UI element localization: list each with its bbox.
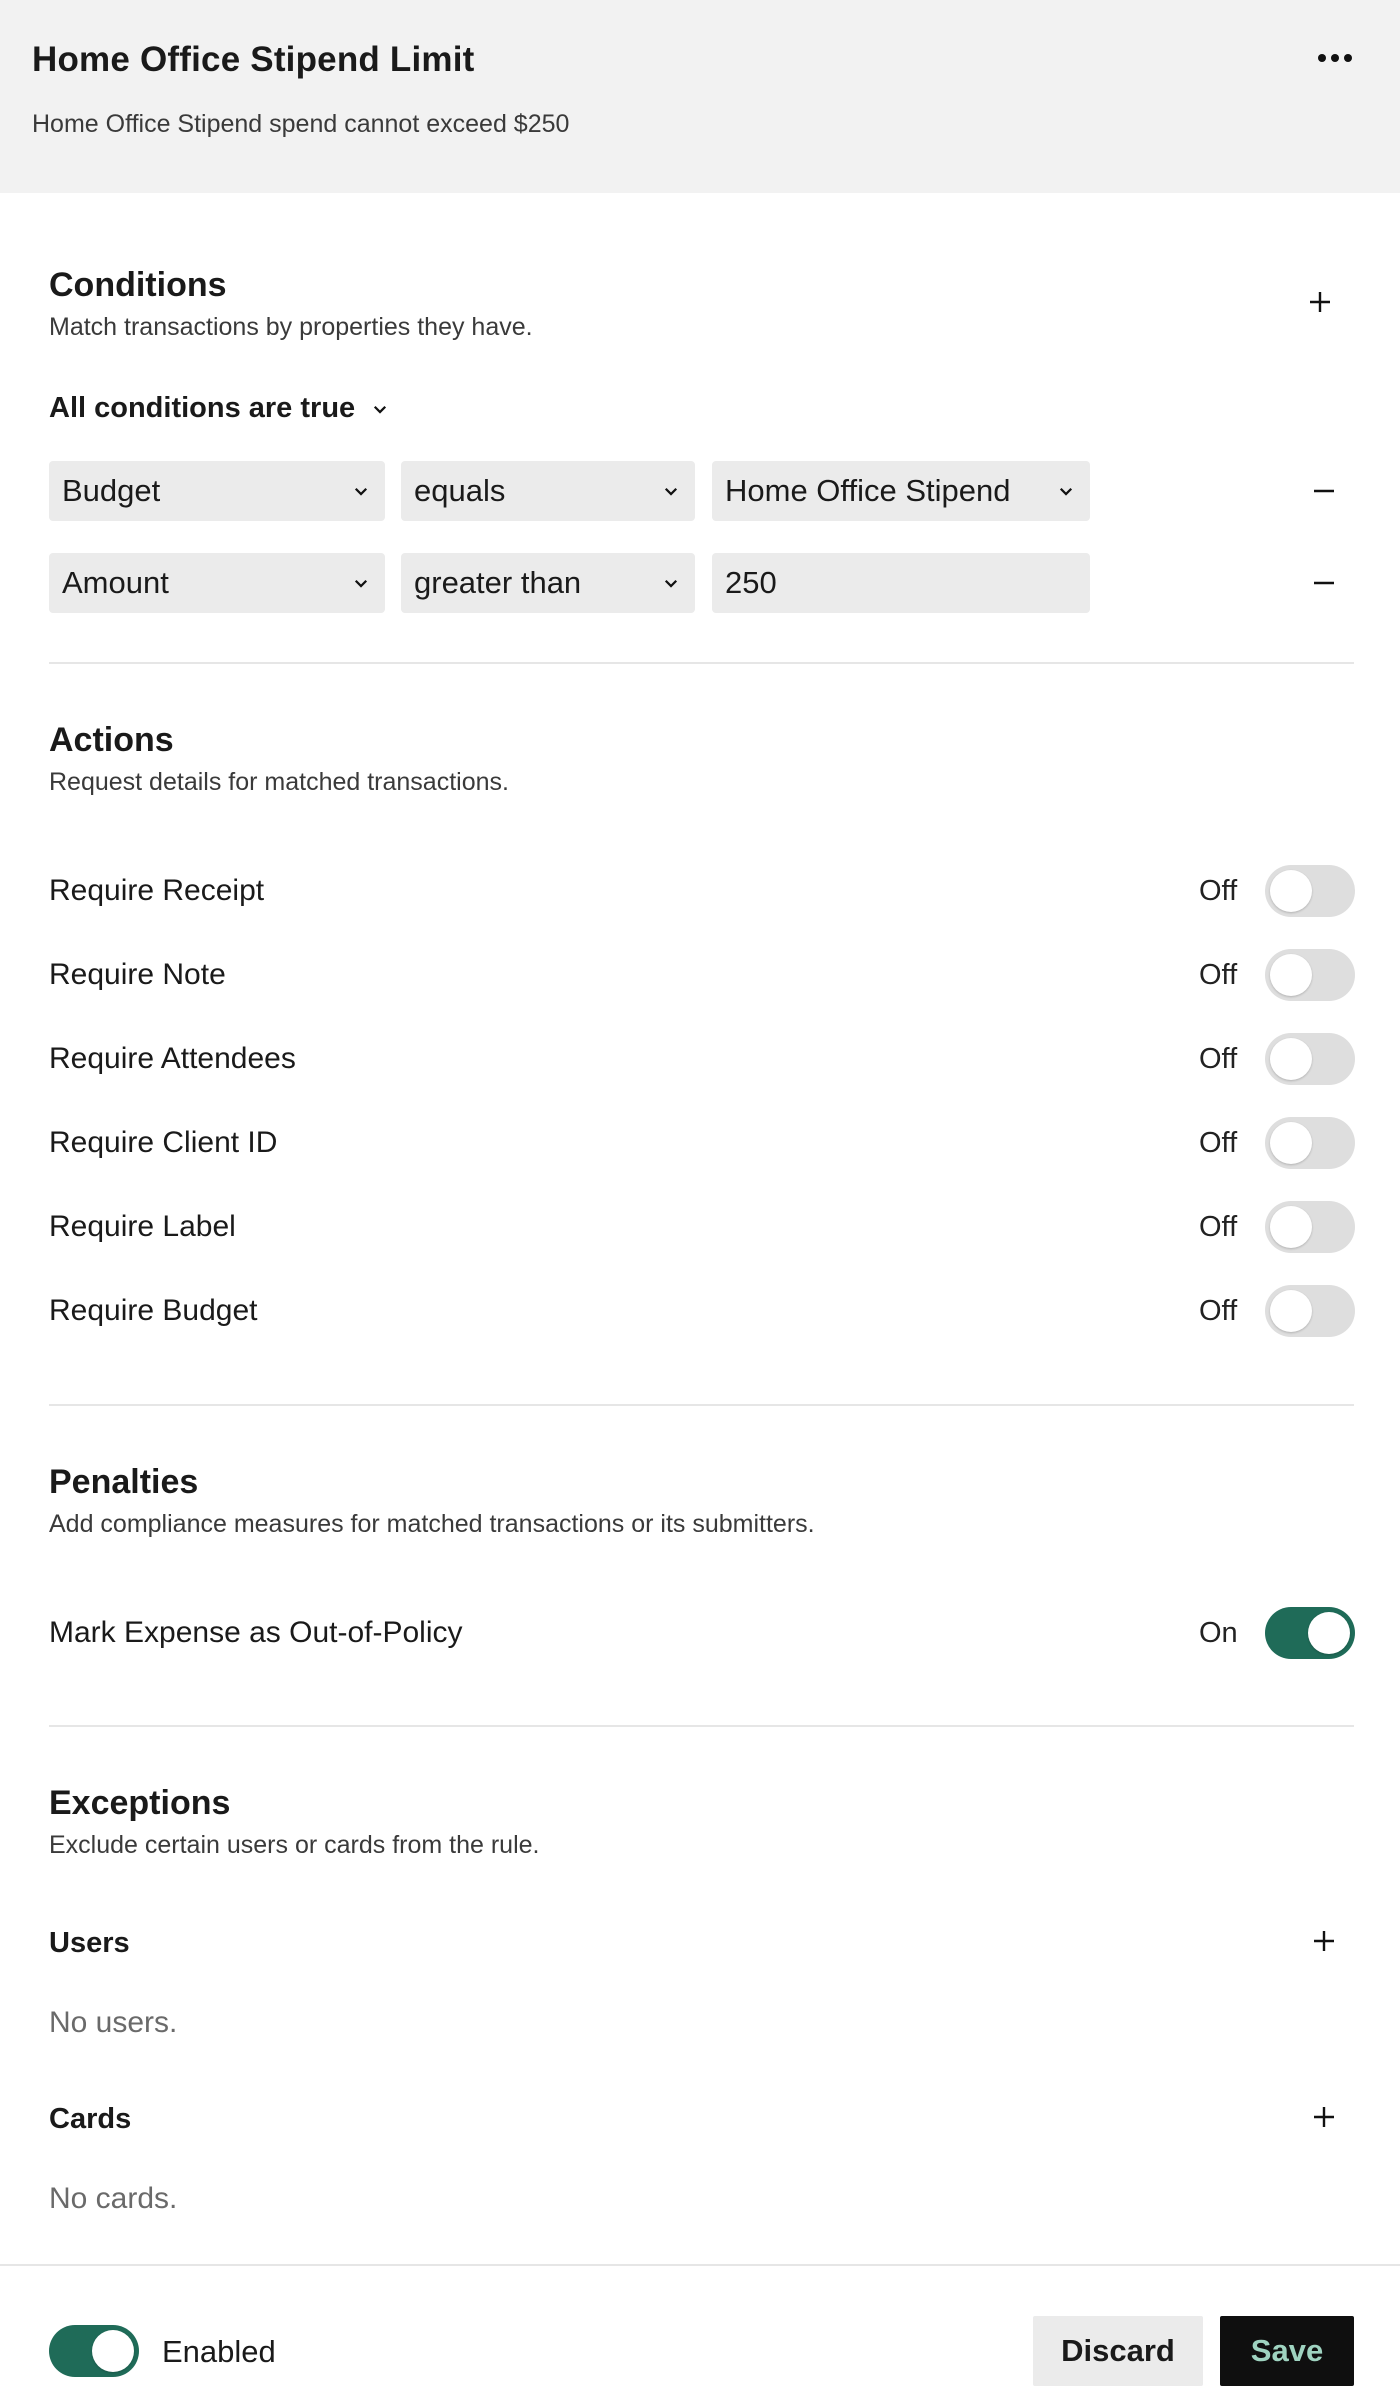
action-require-client-id-label: Require Client ID [49, 1126, 278, 1159]
discard-button[interactable]: Discard [1033, 2316, 1203, 2386]
condition-field-value: Budget [62, 473, 161, 508]
chevron-down-icon [351, 573, 371, 593]
rule-subtitle: Home Office Stipend spend cannot exceed $250 [32, 110, 570, 138]
remove-condition-button[interactable] [1296, 463, 1352, 519]
users-subheading: Users [49, 1927, 130, 1959]
conditions-description: Match transactions by properties they have. [49, 313, 533, 341]
chevron-down-icon [371, 400, 389, 418]
dot [1331, 54, 1339, 62]
toggle-state-text: Off [1199, 1295, 1238, 1327]
require-label-toggle[interactable] [1265, 1201, 1355, 1253]
rule-enabled-toggle[interactable] [49, 2325, 139, 2377]
dot [1344, 54, 1352, 62]
enabled-label: Enabled [162, 2334, 276, 2369]
action-require-note-label: Require Note [49, 958, 226, 991]
toggle-state-text: Off [1199, 959, 1238, 991]
require-budget-toggle[interactable] [1265, 1285, 1355, 1337]
actions-title: Actions [49, 721, 174, 759]
section-divider [49, 1725, 1354, 1727]
users-empty-text: No users. [49, 2006, 178, 2039]
action-require-receipt-label: Require Receipt [49, 874, 265, 907]
add-card-exception-button[interactable] [1296, 2089, 1352, 2145]
penalty-out-of-policy-label: Mark Expense as Out-of-Policy [49, 1616, 463, 1649]
condition-operator-select[interactable] [401, 553, 695, 613]
penalties-description: Add compliance measures for matched transactions or its submitters. [49, 1510, 815, 1538]
exceptions-title: Exceptions [49, 1784, 231, 1822]
action-require-attendees-label: Require Attendees [49, 1042, 296, 1075]
rule-title: Home Office Stipend Limit [32, 40, 475, 79]
minus-icon [1312, 479, 1336, 503]
rule-header [0, 0, 1400, 193]
condition-field-value: Amount [62, 565, 169, 600]
toggle-knob [1270, 1290, 1312, 1332]
condition-value-input[interactable] [712, 553, 1090, 613]
mark-out-of-policy-toggle[interactable] [1265, 1607, 1355, 1659]
condition-match-mode-select[interactable] [49, 392, 389, 425]
toggle-knob [1270, 1122, 1312, 1164]
toggle-state-text: Off [1199, 875, 1238, 907]
chevron-down-icon [1056, 481, 1076, 501]
condition-field-select[interactable] [49, 461, 385, 521]
toggle-state-text: Off [1199, 1211, 1238, 1243]
section-divider [49, 662, 1354, 664]
conditions-title: Conditions [49, 266, 227, 304]
require-attendees-toggle[interactable] [1265, 1033, 1355, 1085]
cards-subheading: Cards [49, 2103, 132, 2135]
condition-operator-value: greater than [414, 565, 582, 600]
toggle-knob [1270, 870, 1312, 912]
condition-value-select[interactable] [712, 461, 1090, 521]
save-button[interactable]: Save [1220, 2316, 1354, 2386]
toggle-knob [1270, 954, 1312, 996]
penalties-title: Penalties [49, 1463, 199, 1501]
exceptions-description: Exclude certain users or cards from the rule. [49, 1831, 540, 1859]
require-client-id-toggle[interactable] [1265, 1117, 1355, 1169]
require-note-toggle[interactable] [1265, 949, 1355, 1001]
toggle-knob [1270, 1206, 1312, 1248]
dot [1318, 54, 1326, 62]
chevron-down-icon [351, 481, 371, 501]
toggle-knob [1308, 1612, 1350, 1654]
add-condition-button[interactable] [1292, 274, 1348, 330]
require-receipt-toggle[interactable] [1265, 865, 1355, 917]
action-require-budget-label: Require Budget [49, 1294, 258, 1327]
chevron-down-icon [661, 481, 681, 501]
footer-divider [0, 2264, 1400, 2266]
toggle-state-text: Off [1199, 1127, 1238, 1159]
condition-field-select[interactable] [49, 553, 385, 613]
condition-operator-value: equals [414, 473, 506, 508]
condition-operator-select[interactable] [401, 461, 695, 521]
chevron-down-icon [661, 573, 681, 593]
add-user-exception-button[interactable] [1296, 1913, 1352, 1969]
plus-icon [1308, 290, 1332, 314]
condition-value-text: Home Office Stipend [725, 473, 1011, 508]
condition-value-text: 250 [725, 565, 777, 600]
toggle-knob [1270, 1038, 1312, 1080]
remove-condition-button[interactable] [1296, 555, 1352, 611]
actions-description: Request details for matched transactions. [49, 768, 509, 796]
plus-icon [1312, 1929, 1336, 1953]
toggle-knob [92, 2330, 134, 2372]
toggle-state-text: Off [1199, 1043, 1238, 1075]
toggle-state-text: On [1199, 1617, 1238, 1649]
match-mode-label: All conditions are true [49, 392, 356, 424]
action-require-label-label: Require Label [49, 1210, 236, 1243]
cards-empty-text: No cards. [49, 2182, 178, 2215]
plus-icon [1312, 2105, 1336, 2129]
section-divider [49, 1404, 1354, 1406]
more-options-icon[interactable] [1300, 36, 1370, 80]
minus-icon [1312, 571, 1336, 595]
